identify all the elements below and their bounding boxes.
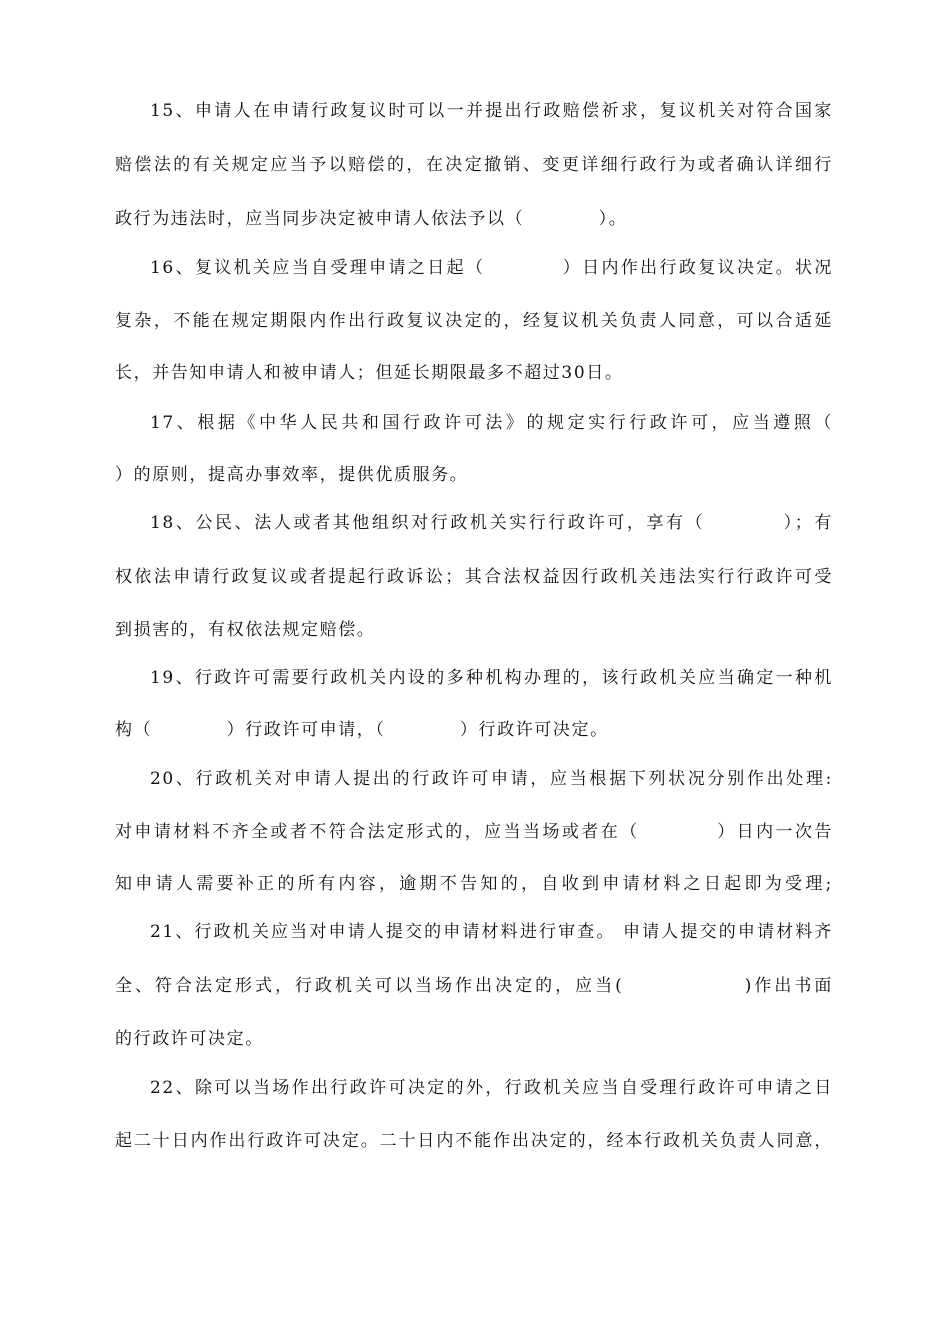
paragraph-15-line-2: 赔偿法的有关规定应当予以赔偿的，在决定撤销、变更详细行政行为或者确认详细行 [115, 155, 833, 175]
paragraph-22-line-2: 起二十日内作出行政许可决定。二十日内不能作出决定的，经本行政机关负责人同意， [115, 1131, 833, 1151]
paragraph-19-line-1: 19、行政许可需要行政机关内设的多种机构办理的，该行政机关应当确定一种机 [150, 668, 833, 688]
paragraph-21-line-2: 全、符合法定形式，行政机关可以当场作出决定的，应当( )作出书面 [115, 976, 833, 996]
paragraph-21-line-1: 21、行政机关应当对申请人提交的申请材料进行审查。 申请人提交的申请材料齐 [150, 922, 833, 942]
paragraph-20-line-1: 20、行政机关对申请人提出的行政许可申请，应当根据下列状况分别作出处理: [150, 769, 833, 789]
paragraph-16-line-3: 长，并告知申请人和被申请人；但延长期限最多不超过30日。 [115, 363, 624, 383]
paragraph-20-line-2: 对申请材料不齐全或者不符合法定形式的，应当当场或者在（ ）日内一次告 [115, 822, 833, 842]
paragraph-18-line-3: 到损害的，有权依法规定赔偿。 [115, 620, 376, 640]
paragraph-17-line-1: 17、根据《中华人民共和国行政许可法》的规定实行行政许可，应当遵照（ [150, 413, 833, 433]
paragraph-20-line-3: 知申请人需要补正的所有内容，逾期不告知的，自收到申请材料之日起即为受理; [115, 874, 833, 894]
paragraph-22-line-1: 22、除可以当场作出行政许可决定的外，行政机关应当自受理行政许可申请之日 [150, 1078, 833, 1098]
paragraph-18-line-2: 权依法申请行政复议或者提起行政诉讼；其合法权益因行政机关违法实行行政许可受 [115, 567, 833, 587]
paragraph-16-line-2: 复杂，不能在规定期限内作出行政复议决定的，经复议机关负责人同意，可以合适延 [115, 311, 833, 331]
paragraph-18-line-1: 18、公民、法人或者其他组织对行政机关实行行政许可，享有（ ）；有 [150, 513, 833, 533]
paragraph-21-line-3: 的行政许可决定。 [115, 1029, 264, 1049]
paragraph-16-line-1: 16、复议机关应当自受理申请之日起（ ）日内作出行政复议决定。状况 [150, 258, 833, 278]
paragraph-17-line-2: ）的原则，提高办事效率，提供优质服务。 [115, 465, 469, 485]
paragraph-19-line-2: 构（ ）行政许可申请，（ ）行政许可决定。 [115, 720, 609, 740]
paragraph-15-line-3: 政行为违法时，应当同步决定被申请人依法予以（ ）。 [115, 209, 628, 229]
paragraph-15-line-1: 15、申请人在申请行政复议时可以一并提出行政赔偿祈求，复议机关对符合国家 [150, 101, 833, 121]
